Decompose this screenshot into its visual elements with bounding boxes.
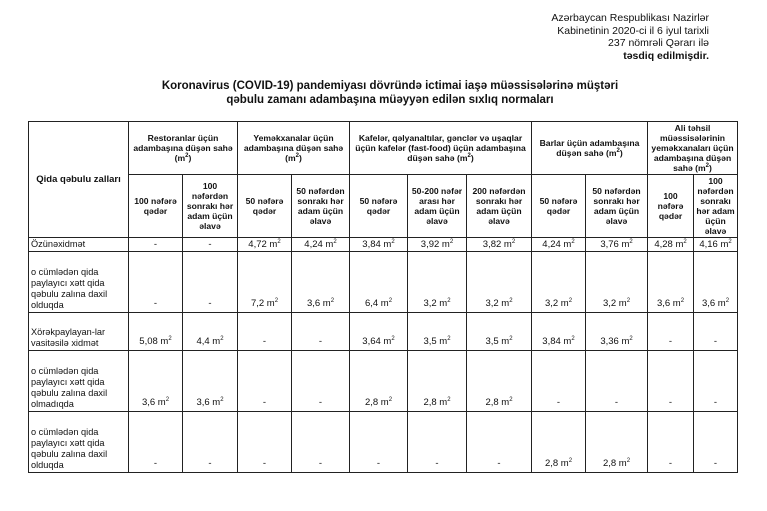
- table-cell: 4,24 $m^2$: [292, 238, 350, 252]
- table-cell: -: [694, 351, 738, 412]
- approval-line-4: təsdiq edilmişdir.: [623, 49, 709, 62]
- title-line-2: qəbulu zamanı adambaşına müəyyən edilən sıxlıq normaları: [226, 94, 554, 106]
- table-cell: 6,4 $m^2$: [350, 252, 408, 313]
- subheader: 50-200 nəfər arası hər adam üçün əlavə: [408, 175, 467, 238]
- approval-note: [551, 12, 709, 62]
- table-cell: 4,72 $m^2$: [238, 238, 292, 252]
- table-cell: 2,8 $m^2$: [350, 351, 408, 412]
- table-row: [29, 252, 738, 313]
- table-cell: -: [648, 412, 694, 473]
- table-cell: 2,8 $m^2$: [586, 412, 648, 473]
- table-cell: -: [532, 351, 586, 412]
- group-header-bars: Barlar üçün adambaşına düşən sahə $(m^2)$: [532, 122, 648, 175]
- document-title: [110, 79, 670, 107]
- table-cell: -: [648, 313, 694, 351]
- row-label: o cümlədən qida paylayıcı xətt qida qəbulu zalına daxil olduqda: [29, 252, 129, 313]
- subheader: 100 nəfərə qədər: [648, 175, 694, 238]
- table-row: [29, 313, 738, 351]
- table-row: [29, 412, 738, 473]
- group-header-canteens: Yeməkxanalar üçün adambaşına düşən sahə $(m^2)$: [238, 122, 350, 175]
- table-cell: 5,08 $m^2$: [129, 313, 183, 351]
- group-header-cafes: Kafelər, qəlyanaltılar, gənclər və uşaqlar üçün kafelər (fast-food) üçün adambaşına düşən sahə $(m^2)$: [350, 122, 532, 175]
- approval-line-2: Kabinetinin 2020-ci il 6 iyul tarixli: [557, 24, 709, 37]
- table-cell: -: [586, 351, 648, 412]
- table-cell: 3,6 $m^2$: [183, 351, 238, 412]
- table-cell: -: [183, 252, 238, 313]
- table-cell: -: [467, 412, 532, 473]
- table-cell: 3,84 $m^2$: [532, 313, 586, 351]
- table-cell: -: [350, 412, 408, 473]
- title-line-1: Koronavirus (COVID-19) pandemiyası dövründə ictimai iaşə müəssisələrinə müştəri: [161, 80, 619, 92]
- table-cell: -: [238, 351, 292, 412]
- table-cell: 4,4 $m^2$: [183, 313, 238, 351]
- row-header: Qida qəbulu zalları: [29, 122, 129, 238]
- table-cell: 3,6 $m^2$: [129, 351, 183, 412]
- table-cell: -: [183, 238, 238, 252]
- row-label: o cümlədən qida paylayıcı xətt qida qəbulu zalına daxil olduqda: [29, 412, 129, 473]
- table-cell: -: [292, 313, 350, 351]
- subheader: 50 nəfərə qədər: [238, 175, 292, 238]
- table-cell: 3,2 $m^2$: [408, 252, 467, 313]
- subheader: 50 nəfərə qədər: [532, 175, 586, 238]
- table-cell: -: [129, 238, 183, 252]
- subheader: 50 nəfərə qədər: [350, 175, 408, 238]
- table-cell: 4,16 $m^2$: [694, 238, 738, 252]
- subheader: 50 nəfərdən sonrakı hər adam üçün əlavə: [292, 175, 350, 238]
- table-cell: 3,2 $m^2$: [532, 252, 586, 313]
- subheader: 100 nəfərdən sonrakı hər adam üçün əlavə: [694, 175, 738, 238]
- row-label: o cümlədən qida paylayıcı xətt qida qəbulu zalına daxil olmadıqda: [29, 351, 129, 412]
- table-cell: -: [238, 313, 292, 351]
- table-cell: 2,8 $m^2$: [408, 351, 467, 412]
- table-cell: 7,2 $m^2$: [238, 252, 292, 313]
- table-cell: 3,2 $m^2$: [586, 252, 648, 313]
- table-cell: 3,5 $m^2$: [467, 313, 532, 351]
- table-cell: -: [129, 412, 183, 473]
- subheader: 100 nəfərə qədər: [129, 175, 183, 238]
- group-header-university-canteens: Ali təhsil müəssisələrinin yeməkxanaları üçün adambaşına düşən sahə $(m^2)$: [648, 122, 738, 175]
- subheader: 100 nəfərdən sonrakı hər adam üçün əlavə: [183, 175, 238, 238]
- table-row: [29, 351, 738, 412]
- table-cell: 2,8 $m^2$: [467, 351, 532, 412]
- density-norms-table: [28, 121, 738, 473]
- table-cell: 3,6 $m^2$: [292, 252, 350, 313]
- group-header-restaurants: Restoranlar üçün adambaşına düşən sahə $(m^2)$: [129, 122, 238, 175]
- subheader: 50 nəfərdən sonrakı hər adam üçün əlavə: [586, 175, 648, 238]
- table-cell: 3,64 $m^2$: [350, 313, 408, 351]
- table-cell: 3,76 $m^2$: [586, 238, 648, 252]
- table-cell: 3,82 $m^2$: [467, 238, 532, 252]
- table-row: [29, 238, 738, 252]
- subheader: 200 nəfərdən sonrakı hər adam üçün əlavə: [467, 175, 532, 238]
- table-cell: -: [648, 351, 694, 412]
- approval-line-1: Azərbaycan Respublikası Nazirlər: [551, 12, 709, 24]
- table-cell: 3,5 $m^2$: [408, 313, 467, 351]
- row-label: Xörəkpaylayan-lar vasitəsilə xidmət: [29, 313, 129, 351]
- table-cell: 4,24 $m^2$: [532, 238, 586, 252]
- table-cell: 3,2 $m^2$: [467, 252, 532, 313]
- table-cell: 3,6 $m^2$: [694, 252, 738, 313]
- table-cell: -: [129, 252, 183, 313]
- table-cell: 3,6 $m^2$: [648, 252, 694, 313]
- table-cell: -: [183, 412, 238, 473]
- table-cell: 2,8 $m^2$: [532, 412, 586, 473]
- row-label: Özünəxidmət: [29, 238, 129, 252]
- table-cell: -: [408, 412, 467, 473]
- approval-line-3: 237 nömrəli Qərarı ilə: [608, 37, 709, 49]
- table-cell: -: [238, 412, 292, 473]
- table-cell: 4,28 $m^2$: [648, 238, 694, 252]
- table-cell: -: [292, 351, 350, 412]
- table-cell: 3,84 $m^2$: [350, 238, 408, 252]
- table-cell: 3,92 $m^2$: [408, 238, 467, 252]
- table-cell: -: [694, 313, 738, 351]
- table-cell: 3,36 $m^2$: [586, 313, 648, 351]
- table-cell: -: [694, 412, 738, 473]
- table-cell: -: [292, 412, 350, 473]
